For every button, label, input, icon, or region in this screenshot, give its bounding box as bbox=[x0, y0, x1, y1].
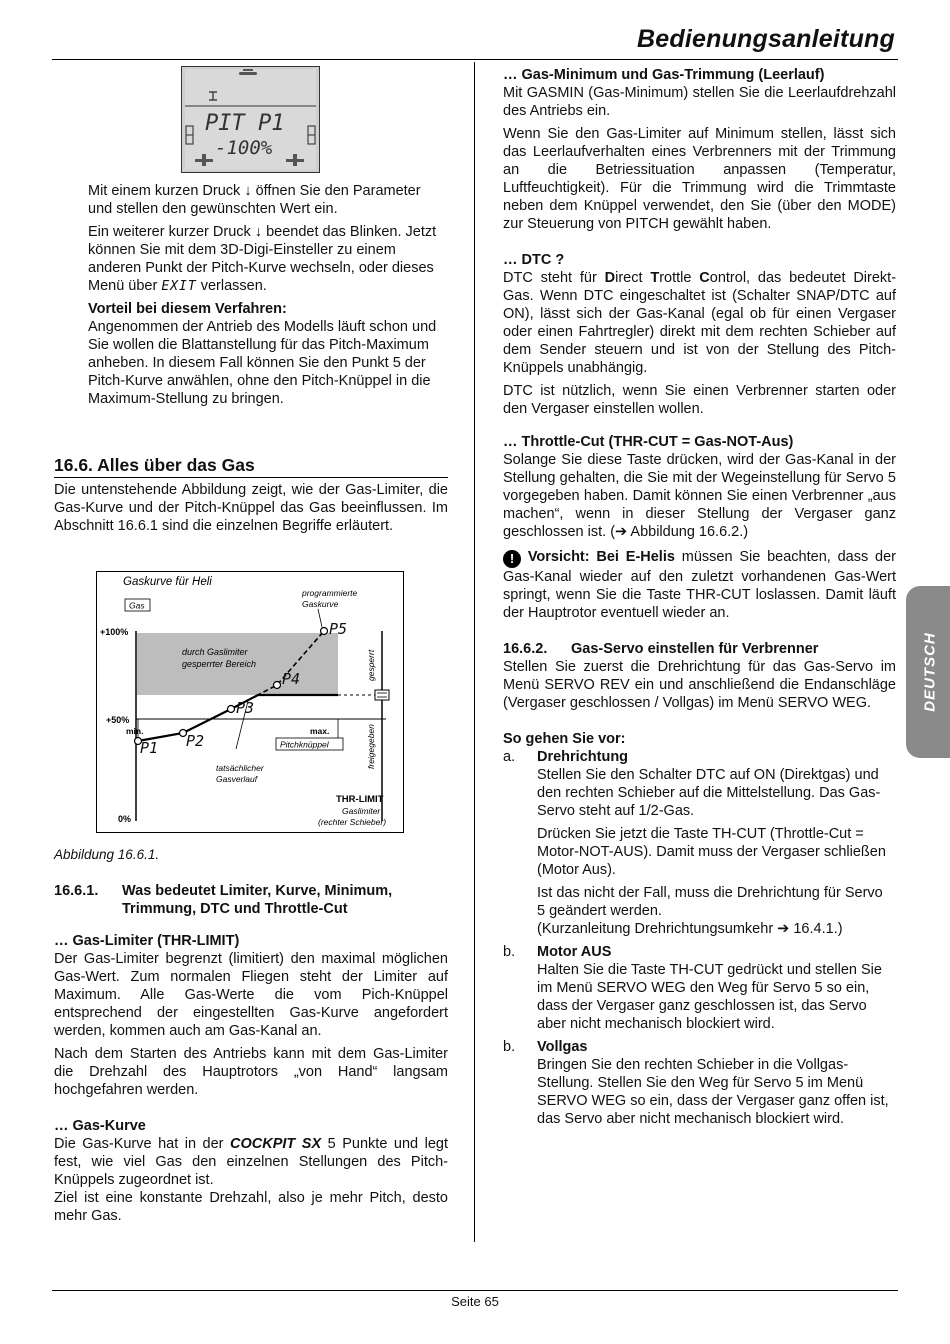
dtc-text-2: DTC ist nützlich, wenn Sie einen Verbrenner starten oder den Vergaser einstellen wollen. bbox=[503, 383, 896, 417]
subsection-2-title: Gas-Servo einstellen für Verbrenner bbox=[571, 641, 819, 657]
para-blink-text: Ein weiterer kurzer Druck ↓ beendet das Blinken. Jetzt können Sie mit dem 3D-Digi-Einsteller zu einem anderen Punkt der Pitch-Kurve wechseln, oder dieses Menü über bbox=[88, 224, 437, 294]
gaslimiter-label: Gaslimiter bbox=[342, 806, 381, 816]
para-open-param: Mit einem kurzen Druck ↓ öffnen Sie den Parameter und stellen den gewünschten Wert ein. bbox=[88, 183, 421, 217]
limiter-text-2: Nach dem Starten des Antriebs kann mit dem Gas-Limiter die Drehzahl des Hauptrotors „von Hand“ langsam hochgefahren werden. bbox=[54, 1046, 448, 1098]
section-intro: Die untenstehende Abbildung zeigt, wie der Gas-Limiter, die Gas-Kurve und der Pitch-Knüppel das Gas beeinflussen. Im Abschnitt 16.6.1 sind die einzelnen Begriffe erläutert. bbox=[54, 482, 448, 534]
min-text-1: Mit GASMIN (Gas-Minimum) stellen Sie die Leerlaufdrehzahl des Antriebs ein. bbox=[503, 85, 896, 119]
dtc-title: … DTC ? bbox=[503, 252, 565, 268]
brand-name: COCKPIT SX bbox=[230, 1136, 322, 1152]
prog-label-1: programmierte bbox=[302, 588, 358, 598]
step-a-text-1: Stellen Sie den Schalter DTC auf ON (Direktgas) und den rechten Schieber auf die Mittelstellung. Das Gas-Servo steht auf 1/2-Gas. bbox=[537, 767, 881, 819]
kurve-text-1 bbox=[54, 1135, 448, 1189]
dtc-text-1: DTC steht für Direct Trottle Control, das bedeutet Direkt-Gas. Wenn DTC eingeschaltet ist (Schalter SNAP/DTC auf ON), lässt sich der Gas-Kanal (egal ob für einen Vergaser oder einen Fahrtregler) direkt mit dem rechten Schieber auf dem Sender steuern und ist von der Stellung des Pitch-Knüppels unabhängig. bbox=[503, 270, 897, 376]
step-b2-text: Bringen Sie den rechten Schieber in die Vollgas-Stellung. Stellen Sie den Weg für Servo 5 im Menü SERVO WEG so ein, dass der Vergaser ganz offen ist, das Servo aber nicht mechanisch blockiert wird. bbox=[537, 1057, 889, 1127]
right-column bbox=[503, 66, 896, 1128]
vorteil-title: Vorteil bei diesem Verfahren: bbox=[88, 301, 287, 317]
subsection-number: 16.6.1. bbox=[54, 883, 99, 899]
step-b1-mark: b. bbox=[503, 944, 516, 960]
column-divider bbox=[474, 62, 475, 1242]
step-a-title: Drehrichtung bbox=[537, 749, 629, 765]
step-a bbox=[503, 748, 896, 938]
point-label-p5: P5 bbox=[329, 620, 348, 638]
page-header-title: Bedienungsanleitung bbox=[637, 25, 895, 53]
thr-limit-label: THR-LIMIT bbox=[336, 794, 384, 805]
section-16-6-1 bbox=[54, 882, 448, 1225]
warning-title: Vorsicht: Bei E-Helis bbox=[527, 549, 675, 565]
steps-title: So gehen Sie vor: bbox=[503, 731, 626, 747]
diagram-title: Gaskurve für Heli bbox=[123, 576, 212, 588]
limiter-label-1: durch Gaslimiter bbox=[182, 647, 248, 657]
max-label: max. bbox=[310, 726, 330, 736]
lcd-value-text: -100% bbox=[215, 137, 273, 159]
step-b2-title: Vollgas bbox=[537, 1039, 588, 1055]
header-rule bbox=[52, 59, 898, 60]
page-number: Seite 65 bbox=[451, 1294, 499, 1309]
para-blink bbox=[54, 223, 448, 296]
subsection-2-text: Stellen Sie zuerst die Drehrichtung für das Gas-Servo im Menü SERVO REV ein und anschließend die Endanschläge (Vergaser geschlossen / Vollgas) im Menü SERVO WEG. bbox=[503, 659, 896, 711]
para-blink-end: verlassen. bbox=[200, 278, 267, 294]
left-column bbox=[54, 182, 448, 408]
step-b2-mark: b. bbox=[503, 1039, 516, 1055]
point-label-p1: P1 bbox=[140, 739, 159, 757]
language-tab-label: DEUTSCH bbox=[921, 632, 939, 712]
subsection-title: Was bedeutet Limiter, Kurve, Minimum, Trimmung, DTC und Throttle-Cut bbox=[122, 883, 393, 917]
step-b1-text: Halten Sie die Taste TH-CUT gedrückt und stellen Sie im Menü SERVO WEG den Weg für Servo 5 so ein, dass der Vergaser ganz geschlossen ist, das Servo aber nicht mechanisch blockiert wird. bbox=[537, 962, 882, 1032]
prog-label-2: Gaskurve bbox=[302, 599, 339, 609]
subsection-heading bbox=[54, 882, 448, 918]
figure-caption: Abbildung 16.6.1. bbox=[54, 847, 160, 862]
kurve-text-b: 5 Punkte und legt fest, wie viel Gas den einzelnen Stellungen des Pitch-Knüppels zugeordnet ist. bbox=[54, 1136, 448, 1188]
kurve-title: … Gas-Kurve bbox=[54, 1118, 146, 1134]
limiter-slider-handle bbox=[375, 690, 389, 700]
freigegeben-label: freigegeben bbox=[366, 724, 376, 769]
point-label-p4: P4 bbox=[282, 670, 301, 688]
section-heading: 16.6. Alles über das Gas bbox=[54, 456, 448, 478]
lcd-display-image bbox=[181, 66, 320, 173]
step-b1 bbox=[503, 943, 896, 1033]
step-a-mark: a. bbox=[503, 749, 516, 765]
exit-lcd-text: EXIT bbox=[161, 279, 197, 294]
min-text-2: Wenn Sie den Gas-Limiter auf Minimum stellen, lässt sich das Leerlaufverhalten eines Verbrenners mit der Trimmung an die Betriessituation anpassen (Temperatur, Luftfeuchtigkeit). Für die Trimmung wird die Trimmtaste neben dem Knüppel verwendet, den Sie (über den MODE) zur Steuerung von PITCH gewählt haben. bbox=[503, 126, 896, 232]
y-label-50: +50% bbox=[106, 715, 130, 725]
gas-curve-diagram bbox=[96, 571, 404, 833]
cut-title: … Throttle-Cut (THR-CUT = Gas-NOT-Aus) bbox=[503, 434, 794, 450]
footer-rule bbox=[52, 1290, 898, 1291]
point-label-p3: P3 bbox=[236, 699, 255, 717]
figure-caption-block bbox=[54, 846, 448, 864]
vorteil-text: Angenommen der Antrieb des Modells läuft schon und Sie wollen die Blattanstellung für das Pitch-Maximum anheben. In diesem Fall können Sie den Punkt 5 der Pitch-Kurve anwählen, ohne den Pitch-Knüppel in die Maximum-Stellung zu bringen. bbox=[88, 319, 437, 407]
subsection-16-6-2 bbox=[503, 640, 896, 658]
lcd-main-text: PIT P1 bbox=[205, 111, 285, 136]
y-label-100: +100% bbox=[100, 627, 129, 637]
schieber-label: (rechter Schieber) bbox=[318, 817, 387, 827]
limiter-title: … Gas-Limiter (THR-LIMIT) bbox=[54, 933, 240, 949]
min-label: min. bbox=[126, 726, 144, 736]
warning-para bbox=[503, 548, 896, 622]
kurve-text-2: Ziel ist eine konstante Drehzahl, also je mehr Pitch, desto mehr Gas. bbox=[54, 1190, 448, 1224]
gas-axis-label: Gas bbox=[129, 600, 145, 611]
warning-icon: ! bbox=[503, 550, 521, 568]
y-label-0: 0% bbox=[118, 814, 132, 824]
kurve-text-a: Die Gas-Kurve hat in der bbox=[54, 1136, 224, 1152]
limiter-text-1: Der Gas-Limiter begrenzt (limitiert) den maximal möglichen Gas-Wert. Zum normalen Fliegen steht der Limiter auf Maximum. Alle Gas-Werte die vom Pich-Knüppel entsprechend der eingestellten Gas-Kurve angefordert werden, kommen auch am Gas-Kanal an. bbox=[54, 951, 448, 1039]
cut-text: Solange Sie diese Taste drücken, wird der Gas-Kanal in der Stellung gehalten, die Sie mit der Wegeinstellung für Servo 5 vorgegeben haben. Damit können Sie einen Verbrenner „aus machen“, wenn in dieser Stellung der Vergaser ganz geschlossen ist. (➔ Abbildung 16.6.2.) bbox=[503, 452, 896, 540]
step-b1-title: Motor AUS bbox=[537, 944, 612, 960]
gesperrt-label: gesperrt bbox=[366, 649, 376, 681]
limiter-label-2: gesperrter Bereich bbox=[182, 659, 257, 669]
section-16-6 bbox=[54, 456, 448, 535]
subsection-2-number: 16.6.2. bbox=[503, 641, 548, 657]
language-tab bbox=[906, 586, 950, 758]
warning-text: müssen Sie beachten, dass der Gas-Kanal wieder auf den zuletzt vorhandenen Gas-Wert springt, wenn Sie die Taste THR-CUT loslassen. Damit läuft der Hauptrotor eventuell wieder an. bbox=[503, 549, 897, 621]
step-a-text-3: Ist das nicht der Fall, muss die Drehrichtung für Servo 5 geändert werden. (Kurzanleitung Drehrichtungsumkehr ➔ 16.4.1.) bbox=[537, 885, 883, 937]
point-label-p2: P2 bbox=[186, 732, 205, 750]
min-title: … Gas-Minimum und Gas-Trimmung (Leerlauf) bbox=[503, 67, 825, 83]
actual-label-1: tatsächlicher bbox=[216, 763, 264, 773]
step-a-text-2: Drücken Sie jetzt die Taste TH-CUT (Throttle-Cut = Motor-NOT-AUS). Damit muss der Vergaser schließen (Motor Aus). bbox=[537, 826, 886, 878]
stick-label: Pitchknüppel bbox=[280, 739, 329, 750]
step-b2 bbox=[503, 1038, 896, 1128]
actual-label-2: Gasverlauf bbox=[216, 774, 258, 784]
